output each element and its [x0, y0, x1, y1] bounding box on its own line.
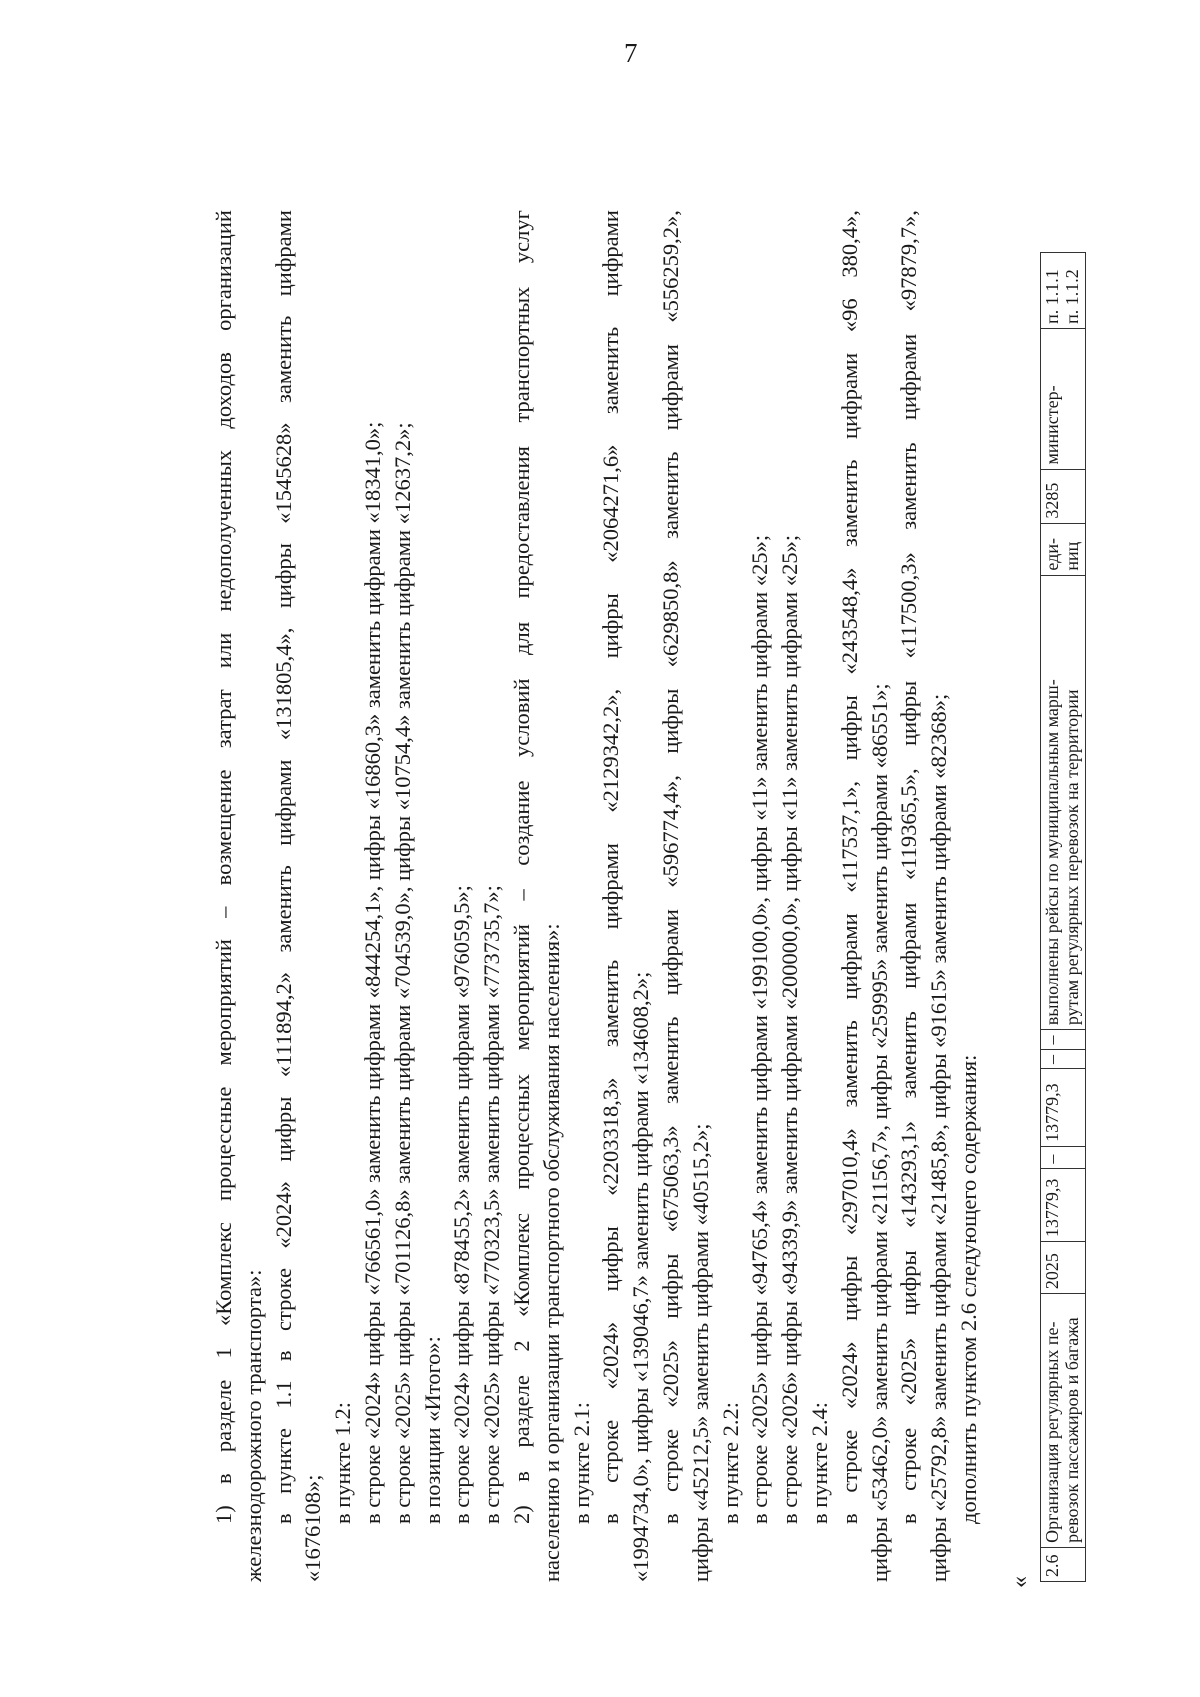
cell-year: 2025	[1041, 1242, 1086, 1294]
text-line: в строке «2026» цифры «94339,9» заменить цифрами «200000,0», цифры «11» заменить цифрами «25»;	[777, 534, 803, 1524]
text-word: цифры	[658, 1253, 683, 1319]
text-word: «111894,2»	[270, 971, 296, 1078]
text-line	[270, 210, 296, 1524]
text-word: цифрами	[896, 333, 922, 421]
cell-number: 2.6	[1041, 1547, 1086, 1581]
text-line	[511, 210, 534, 1524]
text-word: «2025»	[658, 1340, 683, 1408]
text-line: в пункте 1.2:	[330, 1401, 356, 1524]
text-word: разделе	[211, 1379, 236, 1453]
text-word: разделе	[509, 1375, 534, 1448]
text-word: «117537,1»,	[836, 780, 862, 893]
text-word: цифрами	[270, 759, 296, 846]
text-word: цифрами	[658, 909, 683, 996]
text-word: цифрами	[598, 843, 624, 930]
text-word: 1	[211, 1347, 236, 1359]
rotated-document-body	[195, 170, 1095, 1610]
text-word: в	[598, 1513, 624, 1524]
text-word: строке	[836, 1429, 862, 1493]
text-word: в	[509, 1471, 534, 1482]
text-word: цифры	[836, 1255, 862, 1321]
text-word: –	[211, 906, 236, 918]
text-word: в	[211, 1473, 236, 1484]
text-word: цифры	[270, 543, 296, 609]
text-word: заменить	[896, 1011, 922, 1099]
text-word: цифрами	[896, 902, 922, 989]
text-line	[600, 210, 623, 1524]
text-word: цифры	[598, 593, 624, 659]
text-line: в пункте 2.1:	[568, 1401, 594, 1524]
text-word: цифрами	[658, 344, 683, 431]
text-line: в строке «2024» цифры «878455,2» заменить цифрами «976059,5»;	[449, 885, 475, 1524]
text-word: затрат	[211, 689, 236, 749]
text-word: цифры	[836, 695, 862, 761]
text-word: «96	[836, 298, 862, 333]
text-word: «143293,1»	[896, 1121, 922, 1228]
text-word: мероприятий	[211, 939, 236, 1066]
cell-total: 13779,3	[1041, 1168, 1086, 1242]
text-line: «1994734,0», цифры «139046,7» заменить цифрами «134608,2»;	[628, 971, 654, 1582]
text-word: транспортных	[509, 286, 534, 423]
text-word: 2	[509, 1340, 534, 1352]
text-word: строке	[896, 1427, 922, 1491]
text-word: –	[509, 889, 534, 901]
text-line	[898, 210, 921, 1524]
cell-regional: 13779,3	[1041, 1069, 1086, 1147]
text-word: «131805,4»,	[270, 627, 296, 741]
text-line: в пункте 2.4:	[807, 1401, 832, 1524]
text-line: в строке «2025» цифры «770323,5» заменить цифрами «773735,7»;	[479, 885, 505, 1524]
text-line: в позиции «Итого»:	[419, 1336, 445, 1524]
text-word: «2129342,2»,	[598, 688, 624, 813]
text-line: цифры «25792,8» заменить цифрами «21485,8», цифры «91615» заменить цифрами «82368»;	[926, 693, 952, 1582]
text-word: заменить	[598, 959, 624, 1048]
text-word: 1.1	[270, 1380, 296, 1409]
text-word: для	[509, 621, 534, 655]
text-word: строке	[598, 1419, 624, 1483]
text-line: железнодорожного транспорта»:	[240, 1269, 266, 1582]
text-word: 2)	[509, 1505, 534, 1524]
text-line: населению и организации транспортного обслуживания населения»:	[538, 923, 564, 1582]
text-line: цифры «45212,5» заменить цифрами «40515,2»;	[687, 1123, 713, 1582]
cell-result: выполнены рейсы по муниципальным марш- рутам регулярных перевозок на территории	[1041, 575, 1086, 1030]
text-line	[213, 210, 236, 1524]
text-word: цифрами	[836, 352, 862, 439]
cell-executor: министер-	[1041, 328, 1086, 469]
table-row	[1041, 253, 1086, 1582]
text-word: предоставления	[509, 446, 534, 599]
text-word: «97879,7»,	[896, 210, 922, 312]
text-word: «2024»	[270, 1181, 296, 1249]
text-word: в	[270, 1350, 296, 1362]
text-word: создание	[509, 780, 534, 866]
text-word: заменить	[270, 315, 296, 403]
text-word: «Комплекс	[509, 1213, 534, 1317]
text-line: в пункте 2.2:	[717, 1401, 743, 1524]
text-word: «297010,4»	[836, 1128, 862, 1236]
text-word: возмещение	[211, 769, 236, 886]
text-word: «2203318,3»	[598, 1077, 624, 1196]
text-line: «1676108»;	[300, 1474, 326, 1582]
text-word: в	[270, 1513, 296, 1524]
text-word: «2024»	[598, 1321, 624, 1390]
text-word: «2064271,6»	[598, 444, 624, 563]
text-word: заменить	[836, 1020, 862, 1108]
text-word: или	[211, 632, 236, 669]
text-word: организаций	[211, 210, 236, 331]
text-word: «556259,2»,	[658, 210, 683, 323]
text-word: услуг	[509, 210, 534, 264]
text-word: заменить	[658, 451, 683, 539]
text-word: в	[658, 1513, 683, 1524]
text-word: цифры	[270, 1096, 296, 1162]
cell-reference: п. 1.1.1 п. 1.1.2	[1041, 253, 1086, 329]
text-word: «Комплекс	[211, 1222, 236, 1326]
text-word: в	[896, 1513, 922, 1524]
text-word: «2024»	[836, 1341, 862, 1410]
text-line	[836, 210, 862, 1524]
text-word: цифры	[896, 680, 922, 746]
cell-other: –	[1041, 1030, 1086, 1049]
cell-value: 3285	[1041, 469, 1086, 523]
cell-name: Организация регулярных пе- ревозок пассажиров и багажа	[1041, 1294, 1086, 1548]
text-word: пункте	[270, 1428, 296, 1494]
text-word: доходов	[211, 352, 236, 429]
page-number: 7	[624, 38, 638, 68]
text-word: цифрами	[270, 210, 296, 297]
cell-unit: еди- ниц	[1041, 523, 1086, 575]
text-line: в строке «2024» цифры «766561,0» заменить цифрами «844254,1», цифры «16860,3» заменить цифрами «18341,0»;	[360, 421, 385, 1524]
text-word: процессных	[509, 1073, 534, 1190]
text-word: «243548,4»	[836, 567, 862, 675]
inserted-row-table	[1040, 252, 1086, 1582]
text-word: мероприятий	[509, 924, 534, 1051]
text-word: «596774,4»,	[658, 775, 683, 888]
text-word: заменить	[270, 865, 296, 953]
text-word: цифры	[658, 688, 683, 754]
opening-quote: «	[1007, 1576, 1033, 1588]
text-word: недополученных	[211, 449, 236, 612]
text-word: 380,4»,	[836, 210, 862, 278]
text-word: в	[836, 1513, 862, 1524]
text-word: заменить	[658, 1016, 683, 1104]
text-line	[660, 210, 683, 1524]
text-word: заменить	[896, 442, 922, 530]
text-word: процессные	[211, 1086, 236, 1201]
text-word: заменить	[836, 459, 862, 547]
text-word: «675063,3»	[658, 1125, 683, 1233]
text-line: дополнить пунктом 2.6 следующего содержания:	[956, 1054, 981, 1524]
text-word: «119365,5»,	[896, 768, 922, 881]
text-line: цифры «53462,0» заменить цифрами «21156,7», цифры «259995» заменить цифрами «86551»;	[866, 683, 892, 1582]
text-word: строке	[658, 1429, 683, 1492]
text-line: в строке «2025» цифры «701126,8» заменить цифрами «704539,0», цифры «10754,4» заменить цифрами «12637,2»;	[389, 422, 415, 1524]
text-word: цифры	[896, 1250, 922, 1316]
text-word: 1)	[211, 1505, 236, 1524]
text-word: цифрами	[836, 913, 862, 1000]
text-word: строке	[270, 1268, 296, 1332]
text-word: цифрами	[598, 210, 624, 297]
text-line: в строке «2025» цифры «94765,4» заменить цифрами «199100,0», цифры «11» заменить цифрами «25»;	[747, 534, 773, 1524]
text-word: «1545628»	[270, 422, 296, 524]
text-word: условий	[509, 678, 534, 757]
text-word: заменить	[598, 326, 624, 415]
text-word: «117500,3»	[896, 552, 922, 659]
text-word: «2025»	[896, 1337, 922, 1406]
text-word: цифры	[598, 1226, 624, 1292]
text-word: «629850,8»	[658, 560, 683, 668]
cell-federal: –	[1041, 1146, 1086, 1168]
cell-municipal: –	[1041, 1049, 1086, 1068]
